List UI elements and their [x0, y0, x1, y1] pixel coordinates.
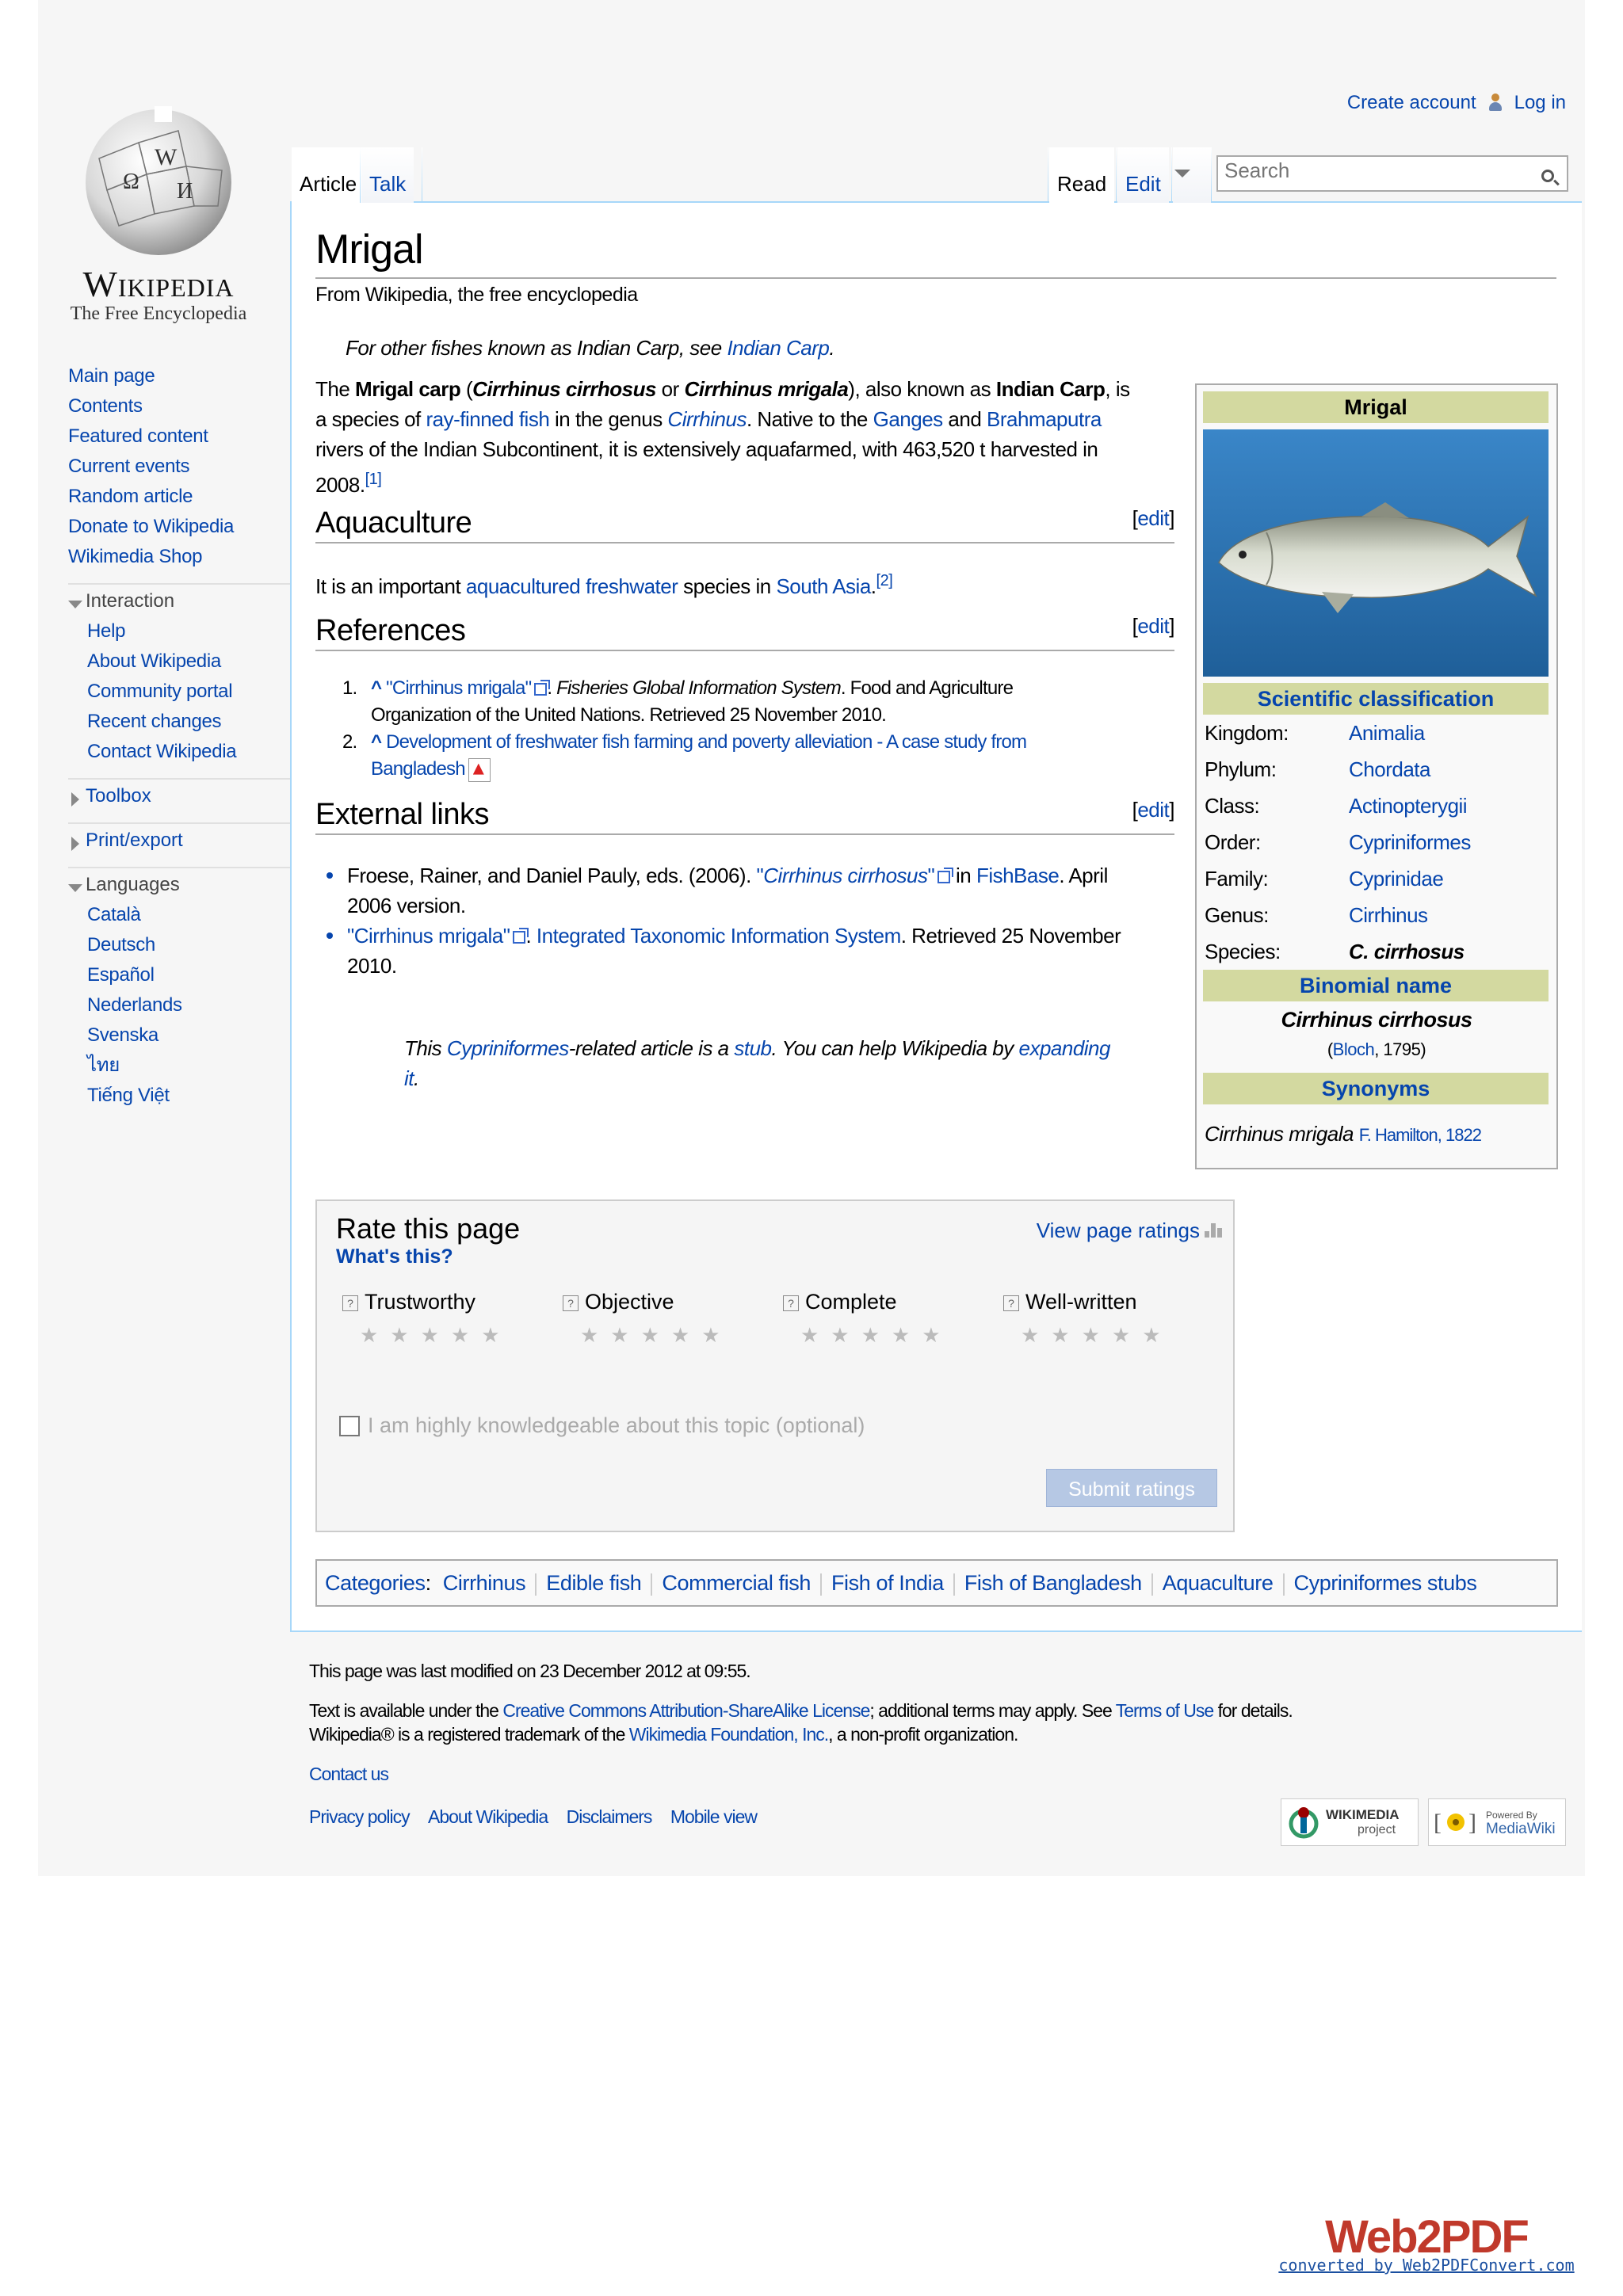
external-link-icon	[513, 931, 525, 944]
link-ray-finned-fish[interactable]: ray-finned fish	[426, 407, 550, 431]
view-page-ratings-link[interactable]: View page ratings	[1036, 1219, 1200, 1242]
knowledgeable-checkbox-row	[339, 1413, 865, 1438]
sidebar-interaction-list	[68, 616, 290, 767]
fish-image[interactable]	[1203, 429, 1549, 677]
footer-text: Text is available under the	[309, 1700, 503, 1721]
reference-backlink[interactable]: ^	[371, 677, 382, 699]
sidebar-lang-thai[interactable]: ไทย	[87, 1055, 120, 1076]
tab-divider	[1211, 147, 1212, 203]
logo-tagline: The Free Encyclopedia	[70, 303, 247, 324]
intro-text: . Native to the	[746, 407, 873, 431]
help-icon[interactable]: ?	[1003, 1295, 1019, 1311]
tab-divider	[1171, 147, 1172, 203]
references-heading-text: References	[315, 614, 466, 647]
link-aquacultured[interactable]: aquacultured	[465, 574, 581, 598]
toolbox-label: Toolbox	[86, 785, 151, 807]
infobox-title: Mrigal	[1203, 391, 1549, 423]
taxon-row	[1205, 830, 1471, 855]
category-link[interactable]: Fish of Bangladesh	[964, 1571, 1142, 1595]
knowledgeable-label: I am highly knowledgeable about this topic (optional)	[368, 1413, 865, 1437]
sidebar-item-contents[interactable]: Contents	[68, 395, 143, 417]
sidebar-lang-vietnamese[interactable]: Tiếng Việt	[87, 1085, 170, 1106]
infobox-synonyms-heading[interactable]: Synonyms	[1203, 1073, 1549, 1104]
powered-by-mediawiki-badge[interactable]	[1428, 1798, 1566, 1846]
intro-text: 2008.	[315, 473, 365, 497]
link-itis[interactable]: Integrated Taxonomic Information System	[536, 924, 901, 948]
category-link[interactable]: Fish of India	[831, 1571, 944, 1595]
taxon-link-order[interactable]: Cypriniformes	[1349, 830, 1471, 854]
intro-text: a species of	[315, 407, 426, 431]
section-heading-aquaculture	[315, 504, 1174, 543]
sidebar-lang-catala[interactable]: Català	[87, 904, 141, 925]
intro-bold-indian-carp: Indian Carp	[995, 377, 1106, 401]
sidebar-languages-list	[68, 900, 290, 1111]
sidebar-lang-svenska[interactable]: Svenska	[87, 1024, 158, 1046]
taxon-label: Kingdom:	[1205, 721, 1289, 745]
sidebar-lang-nederlands[interactable]: Nederlands	[87, 994, 182, 1016]
sidebar-print-export-heading[interactable]	[68, 822, 290, 856]
tab-edit[interactable]	[1117, 147, 1169, 203]
contact-us-link[interactable]: Contact us	[309, 1764, 388, 1784]
category-link[interactable]: Edible fish	[546, 1571, 642, 1595]
intro-text: ), also known as	[848, 377, 996, 401]
search-icon[interactable]	[1541, 170, 1554, 182]
link-cypriniformes[interactable]: Cypriniformes	[446, 1036, 569, 1060]
wikimedia-project-badge[interactable]	[1281, 1798, 1419, 1846]
tab-divider	[360, 147, 361, 203]
wikimedia-badge-label: WIKIMEDIA	[1326, 1806, 1400, 1822]
stub-text: .	[414, 1066, 419, 1090]
external-text: 2010.	[347, 954, 397, 978]
tab-article[interactable]	[292, 147, 365, 203]
reference-1-source-link[interactable]: "Cirrhinus mrigala"	[386, 677, 532, 699]
binomial-authority	[1197, 1039, 1556, 1060]
fish-illustration	[1203, 429, 1549, 677]
criterion-well-written	[1003, 1290, 1137, 1314]
intro-text: (	[460, 377, 473, 401]
wikimedia-badge-text	[1326, 1808, 1400, 1837]
taxon-label: Phylum:	[1205, 757, 1277, 781]
svg-text:И: И	[177, 179, 193, 204]
link-cirrhinus[interactable]: Cirrhinus	[667, 407, 747, 431]
mobile-view-link[interactable]: Mobile view	[670, 1806, 757, 1827]
category-link[interactable]: Commercial fish	[662, 1571, 811, 1595]
sidebar-lang-espanol[interactable]: Español	[87, 964, 155, 986]
footer-text: for details.	[1213, 1700, 1293, 1721]
mediawiki-badge-label: MediaWiki	[1486, 1821, 1556, 1837]
reference-2-source-link-cont[interactable]: Bangladesh	[371, 758, 465, 780]
footer-text: Wikipedia® is a registered trademark of the	[309, 1724, 629, 1745]
sidebar-item-about-wikipedia[interactable]: About Wikipedia	[87, 650, 221, 672]
mediawiki-logo-icon	[1434, 1806, 1481, 1838]
footer-text: ; additional terms may apply. See	[869, 1700, 1116, 1721]
criterion-trustworthy	[342, 1290, 475, 1314]
taxon-label: Genus:	[1205, 903, 1269, 927]
external-text: 2006 version.	[347, 894, 466, 917]
category-divider	[820, 1573, 822, 1596]
taxon-link-genus[interactable]: Cirrhinus	[1349, 903, 1428, 927]
taxon-row	[1205, 757, 1430, 782]
intro-binomial: Cirrhinus cirrhosus	[472, 377, 656, 401]
wikimedia-logo-icon	[1286, 1805, 1321, 1840]
web2pdf-watermark[interactable]	[1268, 2210, 1585, 2275]
mediawiki-badge-text	[1486, 1808, 1556, 1836]
reference-backlink[interactable]: ^	[371, 731, 382, 753]
taxon-link-family[interactable]: Cyprinidae	[1349, 867, 1444, 891]
external-text: . April	[1059, 864, 1108, 887]
taxon-link-class[interactable]: Actinopterygii	[1349, 794, 1468, 818]
star-rating-well-written[interactable]: ★★★★★	[1021, 1323, 1173, 1347]
infobox-scientific-classification[interactable]: Scientific classification	[1203, 683, 1549, 715]
tab-talk[interactable]	[361, 147, 414, 203]
hatnote-period: .	[829, 336, 835, 360]
list-item	[323, 921, 1163, 981]
aquaculture-paragraph	[315, 566, 892, 601]
taxon-row	[1205, 903, 1428, 928]
edit-section-external-links: [edit]	[1132, 798, 1174, 822]
sidebar-item-wikimedia-shop[interactable]: Wikimedia Shop	[68, 546, 203, 567]
tab-read-label: Read	[1057, 172, 1107, 196]
link-ganges[interactable]: Ganges	[873, 407, 943, 431]
sidebar-interaction-heading[interactable]	[68, 583, 290, 616]
aquaculture-text: species in	[678, 574, 777, 598]
reference-number: 1.	[342, 677, 357, 699]
sidebar-item-donate[interactable]: Donate to Wikipedia	[68, 516, 235, 537]
svg-text:W: W	[155, 144, 178, 170]
reference-item: 1. ^ "Cirrhinus mrigala" . Fisheries Global Information System. Food and Agriculture Organization of the United Nations. Retrieved 25 November 2010.	[342, 675, 1119, 729]
reference-2-link[interactable]: [2]	[876, 572, 893, 589]
edit-section-aquaculture: [edit]	[1132, 506, 1174, 530]
footer-last-modified: This page was last modified on 23 December 2012 at 09:55.	[309, 1661, 750, 1681]
help-icon[interactable]: ?	[783, 1295, 799, 1311]
list-item	[323, 860, 1163, 921]
tab-read[interactable]	[1049, 147, 1114, 203]
tab-article-label: Article	[300, 172, 357, 196]
submit-ratings-button[interactable]: Submit ratings	[1046, 1469, 1217, 1507]
taxon-link-phylum[interactable]: Chordata	[1349, 757, 1430, 781]
svg-text:[: [	[1434, 1810, 1442, 1836]
footer-places	[309, 1806, 757, 1828]
authority-text: (	[1327, 1039, 1333, 1059]
synonym-name: Cirrhinus mrigala	[1205, 1122, 1354, 1146]
tab-talk-label: Talk	[369, 172, 407, 196]
intro-text: and	[942, 407, 987, 431]
references-list	[342, 675, 1119, 783]
taxon-species: C. cirrhosus	[1349, 940, 1465, 963]
search-box	[1216, 155, 1568, 192]
edit-link[interactable]: edit	[1137, 506, 1170, 530]
intro-text: or	[655, 377, 685, 401]
reference-source-title: Fisheries Global Information System	[556, 677, 841, 699]
reference-text: Organization of the United Nations. Retrieved 25 November 2010.	[371, 704, 886, 726]
intro-paragraph	[315, 374, 1179, 500]
stub-text: This	[404, 1036, 447, 1060]
star-rating-objective[interactable]: ★★★★★	[580, 1323, 732, 1347]
criterion-label: Trustworthy	[365, 1290, 476, 1314]
tab-edit-label: Edit	[1125, 172, 1161, 196]
personal-tools	[1347, 92, 1566, 114]
chevron-down-icon[interactable]	[1174, 170, 1190, 177]
wikimedia-foundation-link[interactable]: Wikimedia Foundation, Inc.	[628, 1724, 829, 1745]
aquaculture-heading-text: Aquaculture	[315, 506, 472, 540]
globe-icon	[75, 95, 242, 261]
star-rating-complete[interactable]: ★★★★★	[800, 1323, 953, 1347]
infobox-binomial-heading[interactable]: Binomial name	[1203, 970, 1549, 1001]
whats-this-link[interactable]: What's this?	[336, 1245, 453, 1268]
languages-heading-label: Languages	[86, 874, 180, 895]
infobox	[1195, 383, 1558, 1169]
link-hamilton[interactable]: F. Hamilton, 1822	[1358, 1125, 1481, 1145]
edit-section-references: [edit]	[1132, 614, 1174, 638]
synonym-row	[1205, 1122, 1481, 1146]
sidebar-toolbox-heading[interactable]	[68, 778, 290, 811]
taxon-label: Order:	[1205, 830, 1261, 854]
section-heading-references	[315, 612, 1174, 651]
link-brahmaputra[interactable]: Brahmaputra	[987, 407, 1102, 431]
log-in-link[interactable]: Log in	[1514, 92, 1566, 113]
rating-title: Rate this page	[336, 1212, 521, 1245]
privacy-policy-link[interactable]: Privacy policy	[309, 1806, 410, 1827]
create-account-link[interactable]: Create account	[1346, 92, 1476, 113]
pdf-icon	[468, 758, 491, 782]
wikipedia-logo[interactable]	[48, 95, 269, 325]
taxon-row	[1205, 940, 1465, 964]
taxon-label: Class:	[1205, 794, 1260, 818]
sidebar-item-contact-wikipedia[interactable]: Contact Wikipedia	[87, 741, 237, 762]
fishbase-quote[interactable]: "	[927, 864, 935, 887]
stub-text: -related article is a	[568, 1036, 735, 1060]
categories-colon: :	[425, 1571, 431, 1595]
category-divider	[651, 1573, 652, 1596]
reference-1-link[interactable]: [1]	[365, 471, 382, 488]
link-itis-entry[interactable]: "Cirrhinus mrigala"	[347, 924, 510, 948]
edit-link[interactable]: edit	[1137, 614, 1170, 638]
edit-link[interactable]: edit	[1137, 798, 1170, 822]
criterion-complete	[783, 1290, 897, 1314]
intro-text: The	[315, 377, 356, 401]
sidebar-item-community-portal[interactable]: Community portal	[87, 681, 233, 702]
footer-text: , a non-profit organization.	[828, 1724, 1018, 1745]
categories-bar	[315, 1559, 1558, 1607]
external-links-heading-text: External links	[315, 798, 489, 831]
logo-wordmark: Wikipedia	[82, 264, 235, 304]
sidebar-item-current-events[interactable]: Current events	[68, 456, 190, 477]
link-expanding[interactable]: expanding	[1018, 1036, 1110, 1060]
hatnote-link-indian-carp[interactable]: Indian Carp	[727, 336, 830, 360]
intro-bold-name: Mrigal carp	[355, 377, 461, 401]
link-fishbase[interactable]: FishBase	[976, 864, 1060, 887]
taxon-label: Family:	[1205, 867, 1269, 891]
category-divider	[535, 1573, 537, 1596]
star-rating-trustworthy[interactable]: ★★★★★	[360, 1323, 512, 1347]
category-link[interactable]: Cypriniformes stubs	[1293, 1571, 1477, 1595]
sidebar-navigation	[68, 361, 290, 572]
authority-text: , 1795)	[1374, 1039, 1426, 1059]
criterion-label: Well-written	[1025, 1290, 1137, 1314]
help-icon[interactable]: ?	[563, 1295, 579, 1311]
link-fishbase-entry[interactable]: Cirrhinus cirrhosus	[763, 864, 928, 887]
intro-text: , is	[1105, 377, 1130, 401]
external-text: .	[525, 924, 537, 948]
link-expanding-it[interactable]: it	[404, 1066, 414, 1090]
fishbase-quote[interactable]: "	[756, 864, 764, 887]
external-text: Froese, Rainer, and Daniel Pauly, eds. (2006).	[347, 864, 757, 887]
rate-this-page-panel	[315, 1199, 1235, 1532]
sidebar-lang-deutsch[interactable]: Deutsch	[87, 934, 155, 955]
external-link-icon	[938, 871, 950, 883]
license-link[interactable]: Creative Commons Attribution-ShareAlike License	[502, 1700, 870, 1721]
web2pdf-logo: Web2PDF	[1325, 2211, 1528, 2263]
stub-notice	[404, 1033, 1149, 1093]
terms-of-use-link[interactable]: Terms of Use	[1115, 1700, 1214, 1721]
intro-text: rivers of the Indian Subcontinent, it is extensively aquafarmed, with 463,520 t harvested in	[315, 437, 1098, 461]
external-link-icon	[534, 683, 547, 696]
sidebar-item-featured-content[interactable]: Featured content	[68, 425, 208, 447]
sidebar-item-recent-changes[interactable]: Recent changes	[87, 711, 222, 732]
external-links-list	[323, 860, 1163, 981]
reference-item	[342, 729, 1119, 783]
criterion-label: Objective	[585, 1290, 674, 1314]
sidebar-item-main-page[interactable]: Main page	[68, 365, 155, 387]
external-text: in	[950, 864, 976, 887]
link-south-asia[interactable]: South Asia	[776, 574, 871, 598]
taxon-link-kingdom[interactable]: Animalia	[1349, 721, 1425, 745]
svg-text:Ω: Ω	[123, 170, 139, 194]
aquaculture-text: It is an important	[315, 574, 466, 598]
hatnote	[346, 336, 834, 360]
category-link[interactable]: Aquaculture	[1162, 1571, 1274, 1595]
intro-text: in the genus	[549, 407, 668, 431]
interaction-heading-label: Interaction	[86, 590, 175, 612]
reference-text: . Food and Agriculture	[840, 677, 1014, 699]
reference-number: 2.	[342, 731, 357, 753]
category-link[interactable]: Cirrhinus	[442, 1571, 526, 1595]
criterion-objective	[563, 1290, 674, 1314]
bar-chart-icon	[1205, 1223, 1224, 1238]
category-divider	[1151, 1573, 1153, 1596]
wikimedia-badge-sub: project	[1358, 1822, 1396, 1836]
category-divider	[1283, 1573, 1285, 1596]
binomial-name: Cirrhinus cirrhosus	[1281, 1008, 1472, 1032]
stub-text: . You can help Wikipedia by	[771, 1036, 1019, 1060]
taxon-row	[1205, 867, 1443, 891]
sidebar-item-help[interactable]: Help	[87, 620, 126, 642]
reference-2-source-link[interactable]: Development of freshwater fish farming and poverty alleviation - A case study from	[386, 731, 1027, 753]
hatnote-text: For other fishes known as Indian Carp, see	[346, 336, 727, 360]
mediawiki-badge-top: Powered By	[1486, 1810, 1537, 1821]
taxon-label: Species:	[1205, 940, 1281, 963]
categories-label-link[interactable]: Categories	[325, 1571, 426, 1595]
search-input[interactable]	[1218, 157, 1532, 185]
print-export-label: Print/export	[86, 830, 183, 851]
web2pdf-link[interactable]: converted by Web2PDFConvert.com	[1278, 2256, 1575, 2275]
about-wikipedia-link[interactable]: About Wikipedia	[428, 1806, 548, 1827]
category-divider	[953, 1573, 955, 1596]
tab-divider	[1116, 147, 1117, 203]
criterion-label: Complete	[805, 1290, 897, 1314]
aquaculture-text: .	[870, 574, 876, 598]
help-icon[interactable]: ?	[342, 1295, 358, 1311]
intro-synonym: Cirrhinus mrigala	[684, 377, 849, 401]
link-bloch[interactable]: Bloch	[1332, 1039, 1375, 1059]
sidebar-languages-heading[interactable]	[68, 867, 290, 900]
page-title: Mrigal	[315, 225, 1556, 279]
sidebar-item-random-article[interactable]: Random article	[68, 486, 193, 507]
link-freshwater[interactable]: freshwater	[586, 574, 678, 598]
external-text: . Retrieved 25 November	[900, 924, 1121, 948]
link-stub[interactable]: stub	[734, 1036, 772, 1060]
taxon-row	[1205, 721, 1425, 746]
taxon-row	[1205, 794, 1467, 818]
section-heading-external-links	[315, 795, 1174, 835]
site-subtitle: From Wikipedia, the free encyclopedia	[315, 284, 638, 306]
user-icon	[1487, 93, 1503, 113]
footer-license	[309, 1699, 1293, 1746]
knowledgeable-checkbox[interactable]	[339, 1416, 360, 1436]
sidebar	[68, 361, 290, 1111]
svg-text:]: ]	[1468, 1810, 1476, 1836]
disclaimers-link[interactable]: Disclaimers	[566, 1806, 652, 1827]
